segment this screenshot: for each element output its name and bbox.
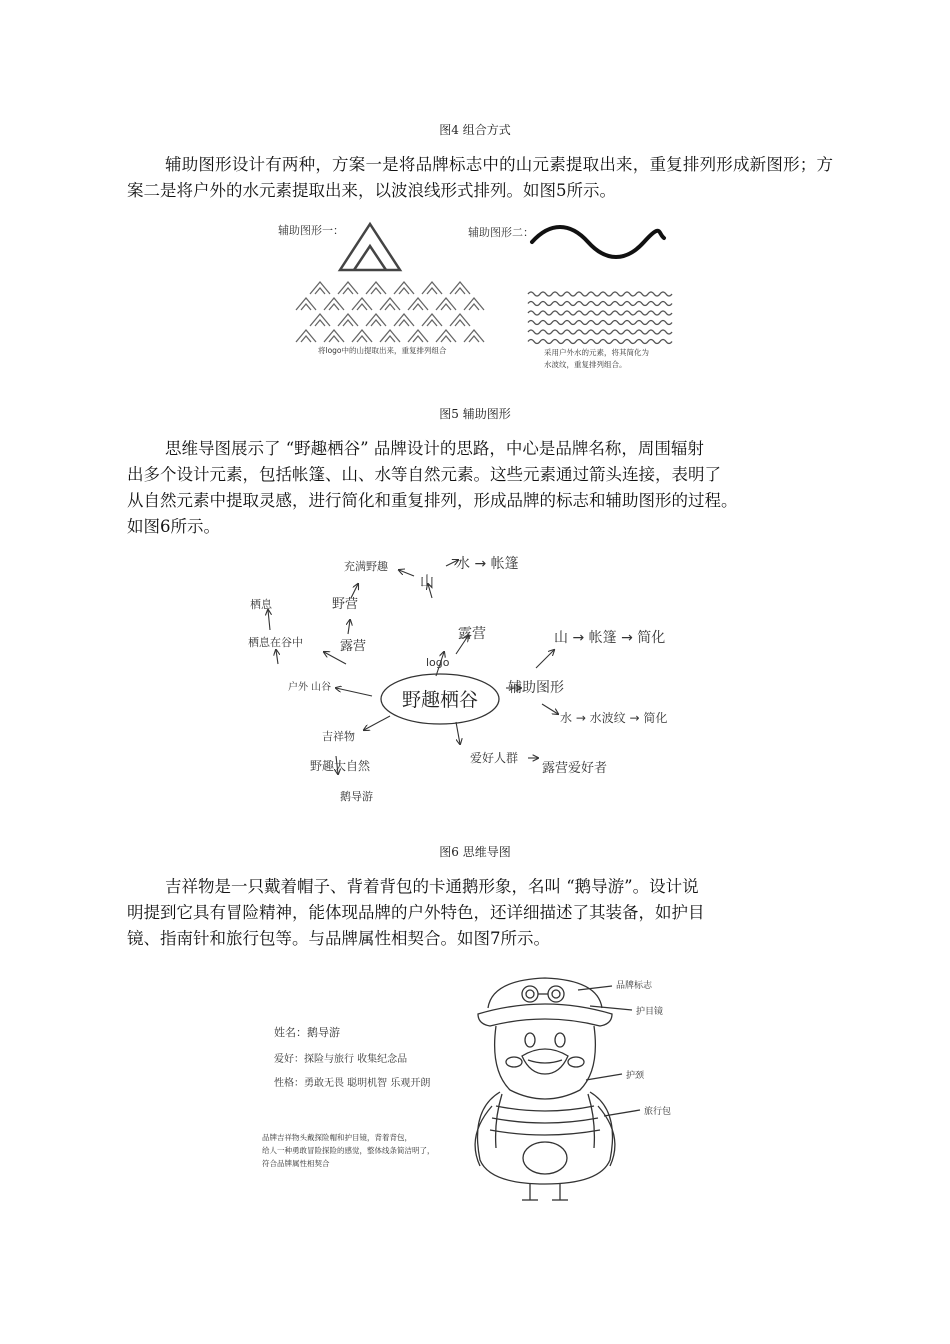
mascot-desc-2: 给人一种勇敢冒险探险的感觉，整体线条简洁明了， bbox=[262, 1146, 435, 1155]
node-yequ: 野趣大自然 bbox=[310, 759, 371, 773]
figure-6-caption: 图6 思维导图 bbox=[439, 845, 511, 859]
paragraph-mind-map bbox=[127, 436, 833, 540]
fig5-right-title: 辅助图形二： bbox=[468, 226, 534, 239]
mountain-pattern bbox=[296, 282, 484, 342]
node-ludengai: 露营爱好者 bbox=[542, 761, 608, 776]
node-ezi: 鹅导游 bbox=[340, 790, 373, 803]
mascot-hobby: 爱好：探险与旅行 收集纪念品 bbox=[274, 1054, 408, 1065]
mind-map-center: 野趣栖谷 bbox=[401, 689, 479, 711]
small-mountain-icon bbox=[324, 330, 344, 342]
small-mountain-icon bbox=[408, 330, 428, 342]
paragraph-line: 如图6所示。 bbox=[127, 517, 220, 536]
small-mountain-icon bbox=[324, 298, 344, 310]
figure-6-mind-map bbox=[236, 546, 716, 806]
node-shan-right: 山 → 帐篷 → 简化 bbox=[554, 630, 666, 646]
node-shan-top: 山 bbox=[420, 574, 434, 590]
goose-mascot-drawing bbox=[475, 978, 640, 1200]
paragraph-line: 思维导图展示了 “野趣栖谷” 品牌设计的思路，中心是品牌名称，周围辐射 bbox=[165, 439, 704, 458]
node-shangu: 户外 山谷 bbox=[288, 682, 332, 693]
wave-shape-icon bbox=[532, 227, 664, 257]
node-logo: logo bbox=[426, 656, 450, 669]
small-mountain-icon bbox=[422, 314, 442, 326]
fig5-right-note-2: 水波纹，重复排列组合。 bbox=[544, 360, 627, 369]
wave-pattern bbox=[528, 292, 672, 344]
node-ludeng: 露营 bbox=[458, 626, 486, 642]
paragraph-mascot bbox=[127, 874, 833, 952]
small-mountain-icon bbox=[352, 330, 372, 342]
node-shui-right: 水 → 水波纹 → 简化 bbox=[560, 711, 668, 725]
mountain-shape-icon bbox=[340, 224, 400, 270]
node-yeying: 野营 bbox=[332, 597, 359, 612]
node-fuzhu: 辅助图形 bbox=[508, 680, 564, 696]
small-mountain-icon bbox=[464, 330, 484, 342]
node-shui-top: 水 → 帐篷 bbox=[456, 556, 519, 572]
fig5-left-title: 辅助图形一： bbox=[278, 224, 344, 237]
paragraph-auxiliary-graphics bbox=[127, 152, 833, 204]
figure-7-mascot bbox=[260, 970, 710, 1206]
small-mountain-icon bbox=[408, 298, 428, 310]
paragraph-text: 辅助图形设计有两种，方案一是将品牌标志中的山元素提取出来，重复排列形成新图形；方案二是将户外的水元素提取出来，以波浪线形式排列。如图5所示。 bbox=[127, 155, 833, 200]
wave-line bbox=[528, 292, 672, 296]
mascot-desc-3: 符合品牌属性相契合 bbox=[262, 1159, 330, 1168]
paragraph-line: 镜、指南针和旅行包等。与品牌属性相契合。如图7所示。 bbox=[127, 929, 550, 948]
small-mountain-icon bbox=[338, 314, 358, 326]
mascot-trait: 性格：勇敢无畏 聪明机智 乐观开朗 bbox=[274, 1078, 431, 1089]
small-mountain-icon bbox=[380, 298, 400, 310]
node-qixi2: 栖息在谷中 bbox=[248, 636, 303, 649]
wave-line bbox=[528, 340, 672, 344]
small-mountain-icon bbox=[422, 282, 442, 294]
node-chongman: 充满野趣 bbox=[344, 560, 388, 573]
label-goggles: 护目镜 bbox=[636, 1007, 664, 1017]
node-jixiangwu: 吉祥物 bbox=[322, 730, 355, 743]
node-ludeng2: 露营 bbox=[340, 639, 367, 654]
wave-line bbox=[528, 330, 672, 334]
small-mountain-icon bbox=[338, 282, 358, 294]
small-mountain-icon bbox=[296, 298, 316, 310]
figure-5-auxiliary-graphics bbox=[270, 212, 690, 384]
paragraph-line: 从自然元素中提取灵感，进行简化和重复排列，形成品牌的标志和辅助图形的过程。 bbox=[127, 491, 738, 510]
wave-line bbox=[528, 302, 672, 306]
small-mountain-icon bbox=[296, 330, 316, 342]
node-qixi: 栖息 bbox=[250, 598, 272, 611]
node-aihao: 爱好人群 bbox=[470, 751, 519, 765]
small-mountain-icon bbox=[436, 298, 456, 310]
small-mountain-icon bbox=[450, 314, 470, 326]
label-travel-bag: 旅行包 bbox=[644, 1107, 672, 1117]
wave-line bbox=[528, 311, 672, 315]
small-mountain-icon bbox=[436, 330, 456, 342]
fig5-left-note: 将logo中的山提取出来，重复排列组合 bbox=[318, 346, 447, 355]
fig5-right-note-1: 采用户外水的元素，将其简化为 bbox=[544, 348, 649, 357]
small-mountain-icon bbox=[310, 314, 330, 326]
mascot-desc-1: 品牌吉祥物头戴探险帽和护目镜，背着背包， bbox=[262, 1133, 412, 1142]
paragraph-line: 吉祥物是一只戴着帽子、背着背包的卡通鹅形象，名叫 “鹅导游”。设计说 bbox=[165, 877, 699, 896]
small-mountain-icon bbox=[380, 330, 400, 342]
small-mountain-icon bbox=[366, 282, 386, 294]
paragraph-line: 出多个设计元素，包括帐篷、山、水等自然元素。这些元素通过箭头连接，表明了 bbox=[127, 465, 721, 484]
wave-line bbox=[528, 321, 672, 325]
small-mountain-icon bbox=[310, 282, 330, 294]
small-mountain-icon bbox=[450, 282, 470, 294]
label-scarf: 护颈 bbox=[626, 1071, 645, 1081]
paragraph-line: 明提到它具有冒险精神，能体现品牌的户外特色，还详细描述了其装备，如护目 bbox=[127, 903, 705, 922]
label-brand-logo: 品牌标志 bbox=[616, 981, 653, 991]
figure-4-caption: 图4 组合方式 bbox=[439, 123, 511, 137]
small-mountain-icon bbox=[366, 314, 386, 326]
mascot-name: 姓名：鹅导游 bbox=[274, 1026, 340, 1039]
small-mountain-icon bbox=[464, 298, 484, 310]
small-mountain-icon bbox=[394, 282, 414, 294]
mind-map-arrows bbox=[268, 560, 558, 774]
small-mountain-icon bbox=[352, 298, 372, 310]
small-mountain-icon bbox=[394, 314, 414, 326]
figure-5-caption: 图5 辅助图形 bbox=[439, 407, 511, 421]
